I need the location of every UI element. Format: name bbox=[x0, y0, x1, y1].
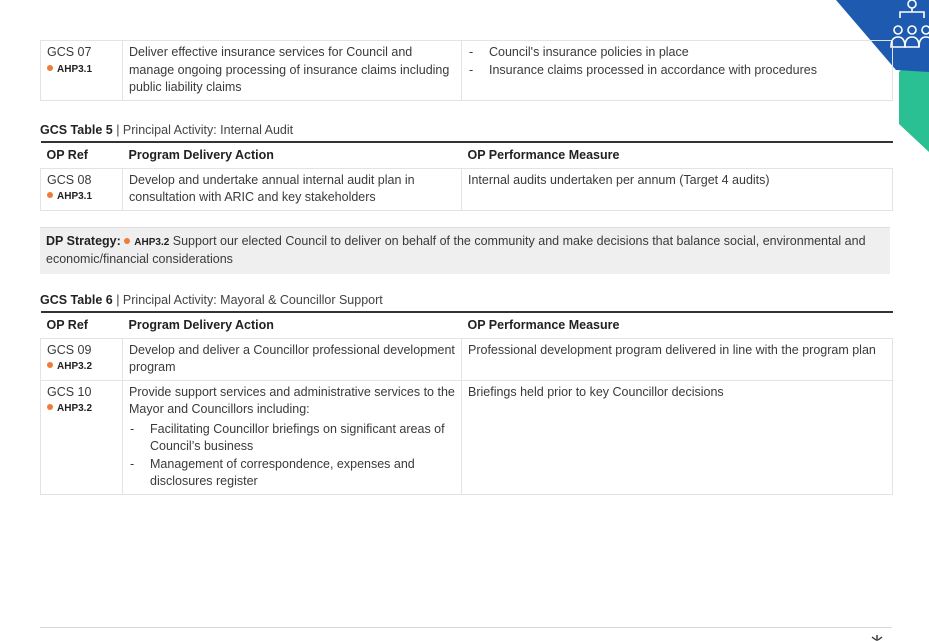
strategy-tag bbox=[47, 401, 116, 417]
tag-dot-icon bbox=[47, 65, 53, 71]
column-header: OP Performance Measure bbox=[467, 318, 620, 332]
column-header: OP Ref bbox=[46, 318, 88, 332]
delivery-action-text: Provide support services and administrative services to the Mayor and Councillors including: bbox=[129, 384, 455, 416]
column-header: OP Ref bbox=[46, 148, 88, 162]
tag-dot-icon bbox=[124, 238, 130, 244]
table-5-caption-subtitle: | Principal Activity: Internal Audit bbox=[112, 123, 294, 137]
delivery-action bbox=[123, 380, 462, 494]
table-row bbox=[41, 41, 893, 101]
list-item: - Council's insurance policies in place bbox=[468, 44, 886, 62]
gcs-table-5 bbox=[40, 141, 893, 211]
table-row bbox=[41, 380, 893, 494]
gcs-table-6 bbox=[40, 311, 893, 495]
table-6-caption-title: GCS Table 6 bbox=[40, 293, 113, 307]
gcs-table-4-continued bbox=[40, 40, 893, 101]
strategy-tag-label: AHP3.2 bbox=[134, 237, 170, 248]
strategy-tag-label: AHP3.1 bbox=[57, 191, 93, 202]
column-header: Program Delivery Action bbox=[128, 148, 274, 162]
dp-strategy-label: DP Strategy: bbox=[46, 234, 121, 248]
strategy-tag bbox=[124, 237, 169, 248]
strategy-tag-label: AHP3.2 bbox=[57, 361, 93, 372]
dp-strategy-text: Support our elected Council to deliver on behalf of the community and make decisions that balance social, environmental and economic/financial considerations bbox=[46, 234, 866, 266]
table-6-caption bbox=[40, 290, 383, 310]
op-ref: GCS 09 bbox=[47, 342, 92, 357]
action-list bbox=[129, 421, 455, 491]
performance-measure: Internal audits undertaken per annum (Target 4 audits) bbox=[462, 168, 893, 210]
op-ref: GCS 07 bbox=[47, 45, 92, 59]
performance-measure: Briefings held prior to key Councillor decisions bbox=[462, 380, 893, 494]
table-5-caption bbox=[40, 120, 293, 140]
delivery-action: Develop and undertake annual internal audit plan in consultation with ARIC and key stakeholders bbox=[123, 168, 462, 210]
dp-strategy-box bbox=[40, 227, 890, 274]
delivery-action: Develop and deliver a Councillor professional development program bbox=[123, 338, 462, 380]
op-ref-cell bbox=[41, 380, 123, 494]
footer-divider bbox=[40, 627, 892, 628]
column-header: Program Delivery Action bbox=[128, 318, 274, 332]
strategy-tag bbox=[47, 189, 116, 205]
table-row bbox=[41, 338, 893, 380]
op-ref: GCS 10 bbox=[47, 384, 92, 399]
op-ref-cell bbox=[41, 338, 123, 380]
tag-dot-icon bbox=[47, 404, 53, 410]
table-header-row bbox=[41, 312, 893, 338]
strategy-tag-label: AHP3.1 bbox=[57, 63, 93, 75]
op-ref-cell bbox=[41, 168, 123, 210]
delivery-action: Deliver effective insurance services for Council and manage ongoing processing of insurance claims including public liability claims bbox=[123, 41, 462, 101]
list-item: - Management of correspondence, expenses and disclosures register bbox=[129, 456, 455, 491]
tag-dot-icon bbox=[47, 192, 53, 198]
op-ref-cell bbox=[41, 41, 123, 101]
tag-dot-icon bbox=[47, 362, 53, 368]
strategy-tag bbox=[47, 62, 116, 78]
table-row bbox=[41, 168, 893, 210]
table-6-caption-subtitle: | Principal Activity: Mayoral & Councillor Support bbox=[112, 293, 383, 307]
list-item: - Facilitating Councillor briefings on significant areas of Council’s business bbox=[129, 421, 455, 456]
column-header: OP Performance Measure bbox=[467, 148, 620, 162]
table-header-row bbox=[41, 142, 893, 168]
strategy-tag bbox=[47, 359, 116, 375]
measure-list bbox=[468, 44, 886, 79]
strategy-tag-label: AHP3.2 bbox=[57, 403, 93, 414]
performance-measure bbox=[462, 41, 893, 101]
table-5-caption-title: GCS Table 5 bbox=[40, 123, 113, 137]
op-ref: GCS 08 bbox=[47, 172, 92, 187]
performance-measure: Professional development program delivered in line with the program plan bbox=[462, 338, 893, 380]
list-item: - Insurance claims processed in accordance with procedures bbox=[468, 62, 886, 80]
sparkle-icon bbox=[870, 634, 884, 641]
